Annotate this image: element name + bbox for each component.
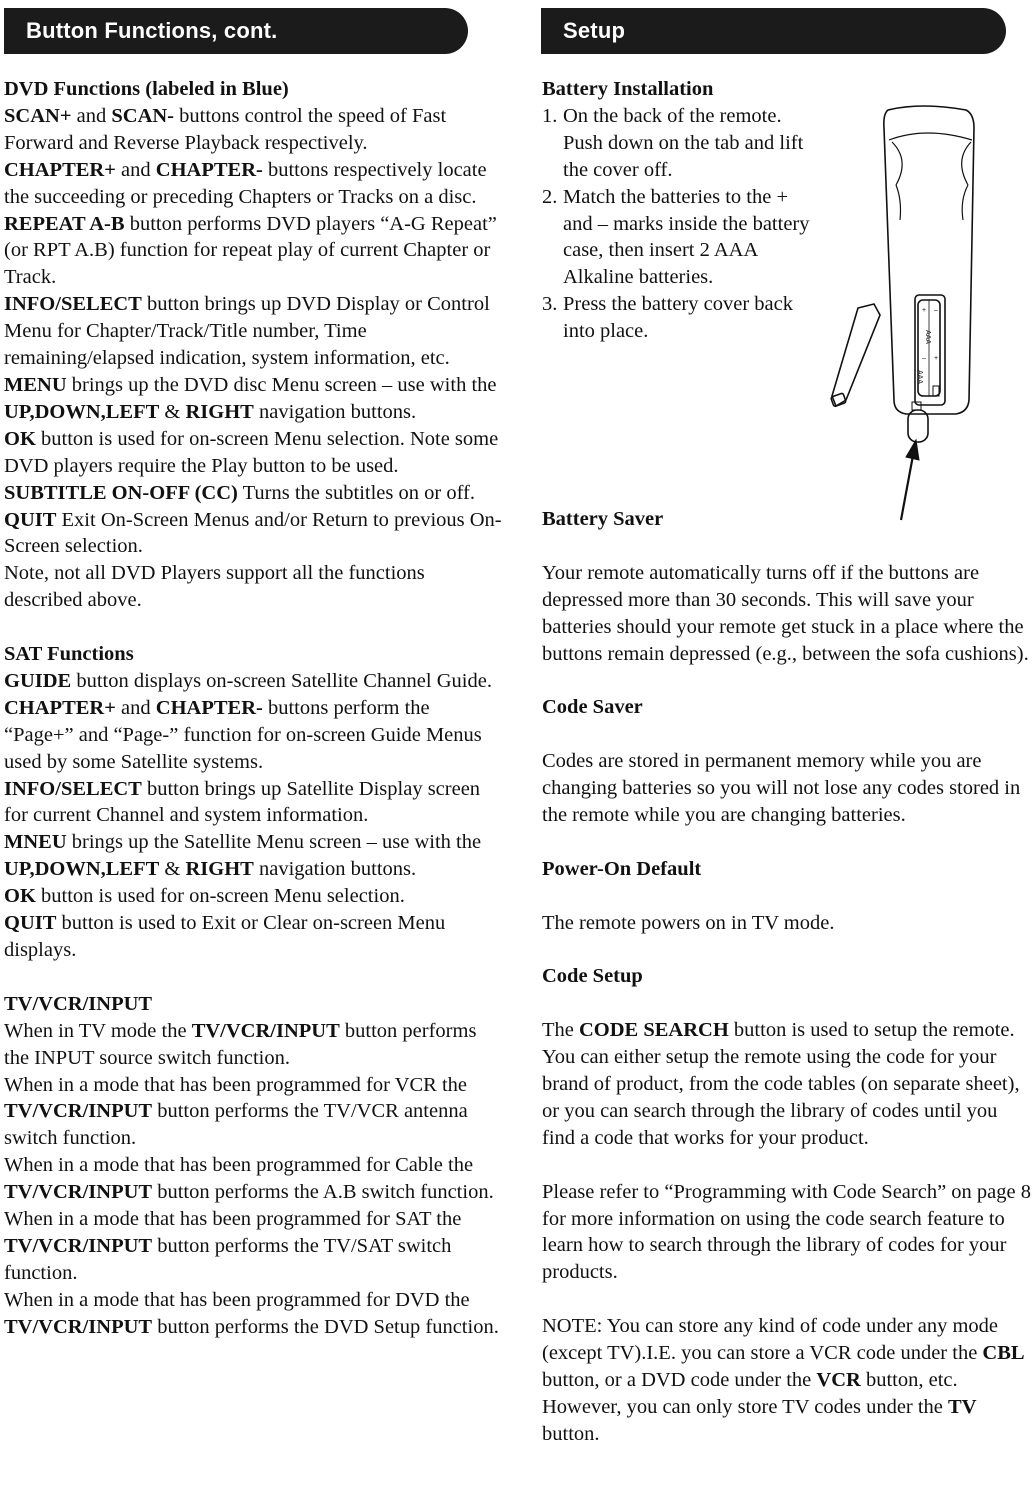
tvvcr-sat-text: When in a mode that has been programmed for SAT the TV/VCR/INPUT button performs the TV/SAT switch function. — [4, 1208, 462, 1284]
dvd-menu-text: MENU brings up the DVD disc Menu screen – use with the UP,DOWN,LEFT & RIGHT navigation buttons. — [4, 373, 497, 423]
dvd-heading: DVD Functions (labeled in Blue) — [4, 78, 289, 100]
remote-right-curve — [962, 142, 971, 185]
battery-saver-text: Your remote automatically turns off if the buttons are depressed more than 30 seconds. This will save your batteries should your remote get stuck in a place where the buttons remain depressed (e.g., between the sofa cushions). — [542, 561, 1029, 665]
dvd-chapter-text: CHAPTER+ and CHAPTER- buttons respectively locate the succeeding or preceding Chapters or Tracks on a disc. — [4, 158, 487, 208]
left-column — [4, 76, 504, 1341]
sat-guide-text: GUIDE button displays on-screen Satellite Channel Guide. — [4, 669, 492, 692]
battery-plus-mark: + — [922, 307, 927, 314]
battery-step: 3. Press the battery cover back into place. — [542, 293, 793, 343]
sat-quit-text: QUIT button is used to Exit or Clear on-screen Menu displays. — [4, 912, 446, 961]
battery-minus-mark: – — [922, 355, 926, 362]
battery-label-aaa: AAA — [924, 330, 931, 345]
insert-arrow-line — [901, 450, 914, 520]
dvd-note: Note, not all DVD Players support all the functions described above. — [4, 562, 425, 612]
dvd-quit-text: QUIT Exit On-Screen Menus and/or Return to previous On-Screen selection. — [4, 508, 502, 558]
remote-left-curve — [892, 142, 902, 185]
code-search-reference: Please refer to “Programming with Code Search” on page 8 for more information on using the code search feature to learn how to search through the library of codes for your products. — [542, 1180, 1031, 1284]
code-setup-heading: Code Setup — [542, 965, 643, 988]
sat-chapter-text: CHAPTER+ and CHAPTER- buttons perform the “Page+” and “Page-” function for on-screen Guide Menus used by some Satellite systems. — [4, 696, 482, 773]
tvvcr-cable-text: When in a mode that has been programmed for Cable the TV/VCR/INPUT button performs the A.B switch function. — [4, 1154, 494, 1204]
insert-arrow-head — [906, 440, 919, 460]
dvd-subtitle-text: SUBTITLE ON-OFF (CC) Turns the subtitles on or off. — [4, 481, 475, 504]
sat-ok-text: OK button is used for on-screen Menu selection. — [4, 885, 405, 908]
remote-top-contour — [889, 133, 972, 140]
battery-installation-heading: Battery Installation — [542, 78, 714, 100]
battery-step: 1. On the back of the remote. Push down on the tab and lift the cover off. — [542, 104, 804, 181]
power-on-heading: Power-On Default — [542, 857, 702, 880]
battery-step: 2. Match the batteries to the + and – marks inside the battery case, then insert 2 AAA Alkaline batteries. — [542, 185, 810, 289]
dvd-info-text: INFO/SELECT button brings up DVD Display or Control Menu for Chapter/Track/Title number, Time remaining/elapsed indication, system information, etc. — [4, 293, 490, 370]
tvvcr-tv-text: When in TV mode the TV/VCR/INPUT button performs the INPUT source switch function. — [4, 1019, 477, 1069]
sat-menu-text: MNEU brings up the Satellite Menu screen – use with the UP,DOWN,LEFT & RIGHT navigation buttons. — [4, 831, 482, 881]
section-banner-button-functions: Button Functions, cont. — [4, 8, 468, 54]
battery-minus-mark: – — [934, 307, 938, 314]
section-banner-setup: Setup — [541, 8, 1006, 54]
dvd-ok-text: OK button is used for on-screen Menu selection. Note some DVD players require the Play button to be used. — [4, 427, 499, 477]
battery-plus-mark: + — [934, 355, 939, 362]
code-setup-text: The CODE SEARCH button is used to setup the remote. You can either setup the remote using the code for your brand of product, from the code tables (on separate sheet), or you can search through the library of codes until you find a code that works for your product. — [542, 1019, 1020, 1149]
remote-inner-right — [962, 185, 968, 220]
tvvcr-dvd-text: When in a mode that has been programmed for DVD the TV/VCR/INPUT button performs the DVD Setup function. — [4, 1288, 499, 1338]
code-saver-text: Codes are stored in permanent memory while you are changing batteries so you will not lose any codes stored in the remote while you are changing batteries. — [542, 750, 1021, 826]
code-saver-heading: Code Saver — [542, 696, 643, 719]
battery-cover — [832, 304, 880, 406]
sat-info-text: INFO/SELECT button brings up Satellite Display screen for current Channel and system information. — [4, 777, 481, 827]
tvvcr-heading: TV/VCR/INPUT — [4, 992, 153, 1015]
tvvcr-vcr-text: When in a mode that has been programmed for VCR the TV/VCR/INPUT button performs the TV/VCR antenna switch function. — [4, 1073, 468, 1150]
remote-inner-left — [896, 185, 901, 220]
dvd-repeat-text: REPEAT A-B button performs DVD players “A-G Repeat” (or RPT A.B) function for repeat play of current Chapter or Track. — [4, 212, 497, 289]
battery-label-aaa: AAA — [916, 370, 923, 385]
dvd-scan-text: SCAN+ and SCAN- buttons control the speed of Fast Forward and Reverse Playback respectively. — [4, 104, 447, 154]
power-on-text: The remote powers on in TV mode. — [542, 911, 835, 934]
sat-heading: SAT Functions — [4, 643, 134, 666]
remote-battery-illustration — [826, 100, 1006, 525]
code-note-text: NOTE: You can store any kind of code under any mode (except TV).I.E. you can store a VCR code under the CBL button, or a DVD code under the VCR button, etc. However, you can only store TV codes under the TV button. — [542, 1315, 1025, 1445]
battery-cap — [912, 402, 921, 410]
battery-saver-heading: Battery Saver — [542, 508, 664, 531]
